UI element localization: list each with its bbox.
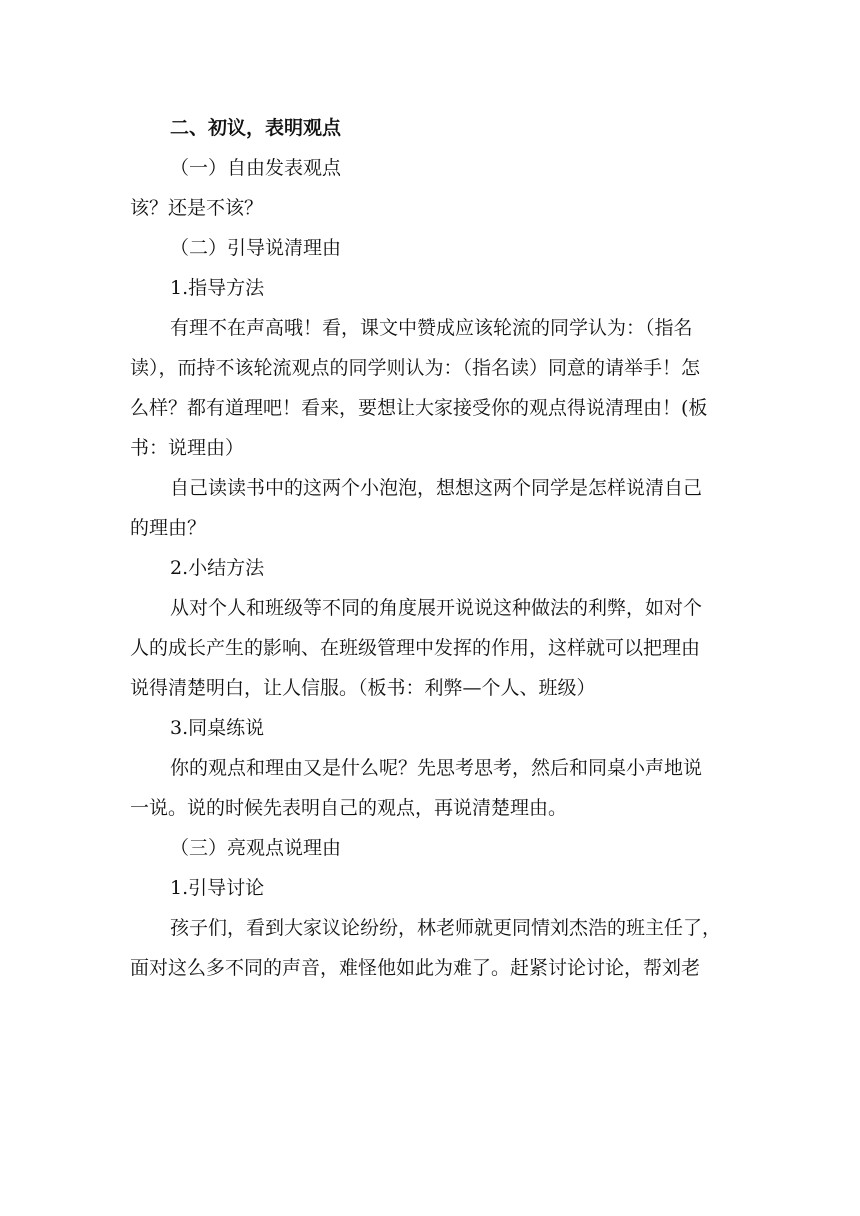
- paragraph-line: 你的观点和理由又是什么呢？先思考思考，然后和同桌小声地说: [170, 757, 703, 779]
- paragraph-2: [130, 468, 730, 548]
- paragraph-5: [130, 908, 730, 988]
- section-heading: 二、初议，表明观点: [170, 117, 342, 139]
- paragraph-line: 有理不在声高哦！看，课文中赞成应该轮流的同学认为：（指名: [170, 317, 693, 339]
- paragraph-line: 一说。说的时候先表明自己的观点，再说清楚理由。: [130, 797, 568, 819]
- document-page: [130, 108, 730, 988]
- step-title-3: 3.同桌练说: [170, 717, 265, 739]
- step-title-4: 1.引导讨论: [170, 877, 265, 899]
- step-title-2: 2.小结方法: [170, 557, 265, 579]
- paragraph-line: 面对这么多不同的声音，难怪他如此为难了。赶紧讨论讨论，帮刘老: [130, 957, 701, 979]
- paragraph-line: 读），而持不该轮流观点的同学则认为：（指名读）同意的请举手！怎: [130, 357, 701, 379]
- paragraph-line: 书：说理由）: [130, 437, 245, 459]
- paragraph-3: [130, 588, 730, 708]
- subsection-title-1: （一）自由发表观点: [170, 157, 342, 179]
- paragraph-4: [130, 748, 730, 828]
- paragraph-line: 的理由？: [130, 517, 207, 539]
- paragraph-line: 孩子们，看到大家议论纷纷，林老师就更同情刘杰浩的班主任了，: [170, 917, 722, 939]
- paragraph-line: 人的成长产生的影响、在班级管理中发挥的作用，这样就可以把理由: [130, 637, 701, 659]
- paragraph-line: 从对个人和班级等不同的角度展开说说这种做法的利弊，如对个: [170, 597, 703, 619]
- paragraph-1: [130, 308, 730, 468]
- step-title-1: 1.指导方法: [170, 277, 265, 299]
- subsection-title-2: （二）引导说清理由: [170, 237, 342, 259]
- question-line: 该？还是不该？: [130, 197, 264, 219]
- paragraph-line: 么样？都有道理吧！看来，要想让大家接受你的观点得说清理由！(板: [130, 397, 708, 419]
- paragraph-line: 说得清楚明白，让人信服。（板书：利弊—个人、班级）: [130, 677, 596, 699]
- paragraph-line: 自己读读书中的这两个小泡泡，想想这两个同学是怎样说清自己: [170, 477, 703, 499]
- subsection-title-3: （三）亮观点说理由: [170, 837, 342, 859]
